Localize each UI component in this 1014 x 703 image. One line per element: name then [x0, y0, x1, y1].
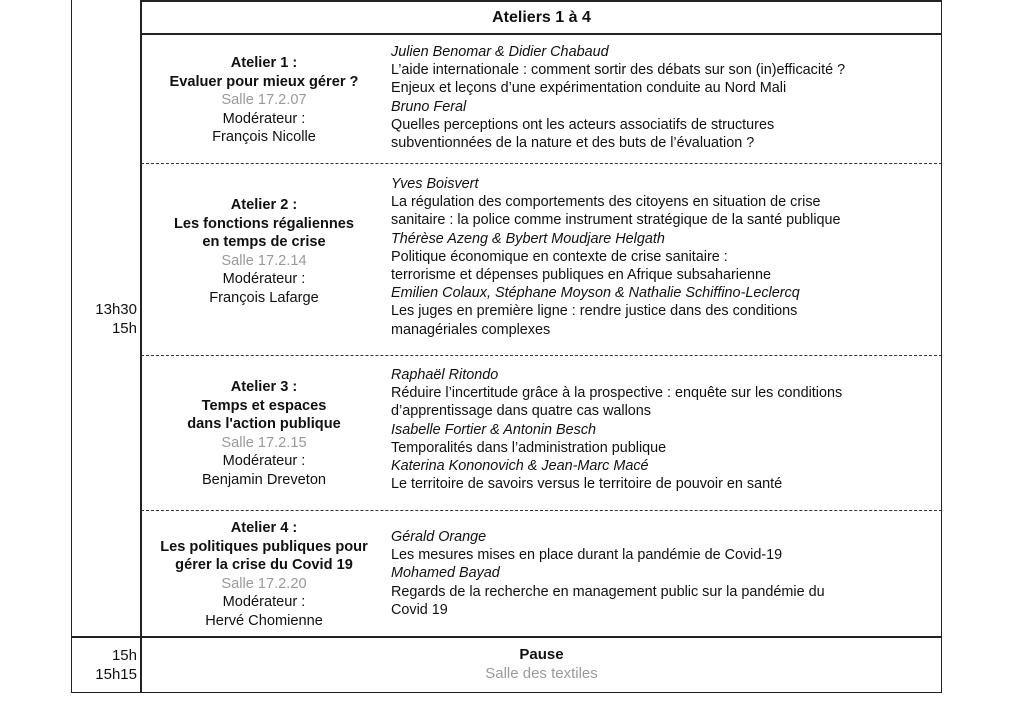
- atelier-3-title: Atelier 3 :: [230, 379, 298, 395]
- atelier-2-moderator-label: Modérateur :: [222, 271, 306, 287]
- talk-title-line: subventionnées de la nature et des buts de l’évaluation ?: [391, 135, 755, 152]
- talk-authors: Yves Boisvert: [391, 176, 479, 192]
- talk-title-line: sanitaire : la police comme instrument stratégique de la santé publique: [391, 212, 841, 229]
- atelier-separator: [141, 355, 942, 356]
- talk-title-line: Les juges en première ligne : rendre justice dans des conditions: [391, 303, 798, 320]
- talk-title-line: Quelles perceptions ont les acteurs associatifs de structures: [391, 116, 775, 133]
- pause-end-time: 15h15: [95, 666, 137, 683]
- atelier-4-moderator-label: Modérateur :: [222, 594, 306, 610]
- talk-title-line: Regards de la recherche en management public sur la pandémie du: [391, 583, 825, 600]
- talk-authors: Bruno Feral: [391, 98, 467, 115]
- talk-authors: Gérald Orange: [391, 529, 487, 545]
- atelier-3-talks: [391, 366, 936, 493]
- pause-room: Salle des textiles: [485, 665, 598, 682]
- atelier-4-subtitle: gérer la crise du Covid 19: [175, 557, 353, 573]
- atelier-1-title: Atelier 1 :: [230, 55, 298, 71]
- atelier-1-subtitle: Evaluer pour mieux gérer ?: [169, 73, 359, 90]
- atelier-4-subtitle: Les politiques publiques pour: [160, 538, 368, 555]
- talk-authors: Katerina Kononovich & Jean-Marc Macé: [391, 458, 649, 475]
- atelier-4-moderator: Hervé Chomienne: [205, 612, 323, 629]
- talk-title-line: d’apprentissage dans quatre cas wallons: [391, 403, 651, 420]
- talk-title-line: managériales complexes: [391, 321, 551, 338]
- atelier-2-subtitle: Les fonctions régaliennes: [173, 215, 355, 232]
- atelier-1-info: [141, 54, 387, 147]
- talk-authors: Thérèse Azeng & Bybert Moudjare Helgath: [391, 230, 665, 247]
- talk-authors: Isabelle Fortier & Antonin Besch: [391, 421, 597, 438]
- session-bottom-rule: [71, 636, 942, 638]
- atelier-2-moderator: François Lafarge: [209, 289, 319, 306]
- header-title: Ateliers 1 à 4: [492, 9, 591, 26]
- header-top-rule: [140, 0, 942, 2]
- atelier-4-title: Atelier 4 :: [230, 520, 298, 536]
- talk-title-line: terrorisme et dépenses publiques en Afrique subsaharienne: [391, 267, 771, 284]
- atelier-4-info: [141, 519, 387, 630]
- pause-time: [71, 646, 137, 684]
- pause-start-time: 15h: [111, 647, 137, 664]
- talk-title-line: Politique économique en contexte de crise sanitaire :: [391, 248, 728, 265]
- atelier-1-moderator-label: Modérateur :: [222, 110, 306, 127]
- session-time: [71, 300, 137, 338]
- atelier-2-info: [141, 196, 387, 307]
- talk-authors: Mohamed Bayad: [391, 565, 500, 582]
- talk-title-line: Les mesures mises en place durant la pandémie de Covid-19: [391, 547, 783, 564]
- atelier-separator: [141, 163, 942, 164]
- atelier-4-talks: [391, 528, 936, 619]
- talk-authors: Julien Benomar & Didier Chabaud: [391, 44, 609, 60]
- talk-title-line: La régulation des comportements des citoyens en situation de crise: [391, 194, 821, 211]
- atelier-3-info: [141, 378, 387, 489]
- atelier-1-room: Salle 17.2.07: [221, 92, 307, 108]
- atelier-2-talks: [391, 175, 936, 339]
- talk-title-line: Le territoire de savoirs versus le territoire de pouvoir en santé: [391, 476, 783, 493]
- header-bottom-rule: [140, 33, 942, 35]
- atelier-4-room: Salle 17.2.20: [221, 575, 307, 592]
- talk-authors: Raphaël Ritondo: [391, 367, 499, 383]
- session-end-time: 15h: [111, 320, 137, 337]
- atelier-3-moderator-label: Modérateur :: [222, 453, 306, 469]
- talk-title-line: L’aide internationale : comment sortir des débats sur son (in)efficacité ?: [391, 62, 846, 79]
- talk-title-line: Covid 19: [391, 601, 448, 618]
- atelier-2-subtitle: en temps de crise: [202, 234, 326, 250]
- atelier-3-room: Salle 17.2.15: [221, 434, 307, 451]
- talk-title-line: Enjeux et leçons d’une expérimentation conduite au Nord Mali: [391, 80, 787, 97]
- atelier-1-talks: [391, 43, 936, 152]
- talk-authors: Emilien Colaux, Stéphane Moyson & Nathalie Schiffino-Leclercq: [391, 285, 800, 302]
- atelier-3-subtitle: Temps et espaces: [201, 397, 327, 414]
- atelier-2-room: Salle 17.2.14: [221, 252, 307, 269]
- talk-title-line: Temporalités dans l’administration publique: [391, 439, 667, 456]
- atelier-3-subtitle: dans l'action publique: [187, 416, 341, 432]
- atelier-2-title: Atelier 2 :: [230, 197, 298, 213]
- pause-title: Pause: [519, 646, 564, 663]
- atelier-separator: [141, 510, 942, 511]
- atelier-1-moderator: François Nicolle: [212, 129, 316, 145]
- session-start-time: 13h30: [95, 301, 137, 318]
- atelier-3-moderator: Benjamin Dreveton: [201, 471, 327, 488]
- talk-title-line: Réduire l’incertitude grâce à la prospective : enquête sur les conditions: [391, 385, 843, 402]
